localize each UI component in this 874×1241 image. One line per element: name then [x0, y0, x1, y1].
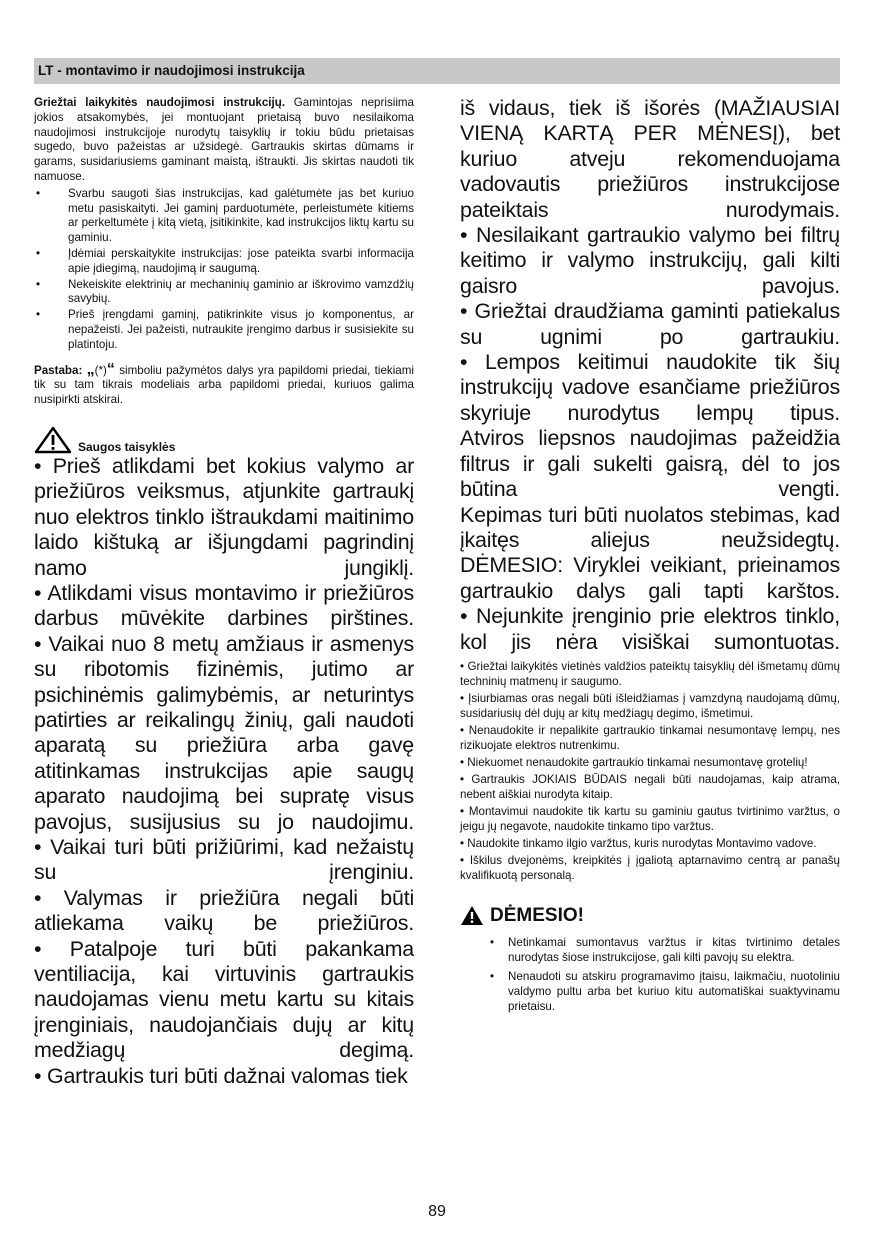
right-paragraph: • Lempos keitimui naudokite tik šių instrukcijų vadove esančiame priežiūros skyriuje nurodytus lempų tipus.	[460, 350, 840, 425]
right-column	[460, 96, 840, 1018]
attention-heading	[460, 905, 840, 927]
section-title: LT - montavimo ir naudojimosi instrukcija	[38, 63, 305, 78]
right-small-item: • Griežtai laikykitės vietinės valdžios pateiktų taisyklių dėl išmetamų dūmų techninių matmenų ir saugumo.	[460, 659, 840, 688]
intro-bold: Griežtai laikykitės naudojimosi instrukcijų.	[34, 96, 286, 109]
left-paragraph: • Gartraukis turi būti dažnai valomas tiek	[34, 1063, 408, 1088]
intro-text: Gamintojas neprisiima jokios atsakomybės, jei montuojant prietaisą buvo nesilaikoma naudojimosi instrukcijoje nurodytų taisyklių ir tokiu būdu prietaisas sugedo, buvo pažeistas ar užsidegė. Gartraukis skirtas dūmams ir garams, susidariusiems gaminant maistą, ištraukti. Jis skirtas naudoti tik namuose.	[34, 96, 414, 183]
right-paragraph: • Griežtai draudžiama gaminti patiekalus su ugnimi po gartraukiu.	[460, 299, 840, 349]
left-paragraph: • Vaikai nuo 8 metų amžiaus ir asmenys su ribotomis fizinėmis, jutimo ar psichinėmis galimybėmis, ar neturintys patirties ar reikalingų žinių, gali naudoti aparatą su priežiūra arba gavę atitinkamas instrukcijas apie saugų aparato naudojimą bei supratę visus pavojus, susijusius su jo naudojimu.	[34, 631, 414, 834]
list-item: • Svarbu saugoti šias instrukcijas, kad galėtumėte jas bet kuriuo metu pasiskaityti. Jei gaminį parduotumėte, perleistumėte kitiems ar perkeltumėte į kitą vietą, įsitikinkite, kad instrukcijos liktų kartu su gaminiu.	[34, 187, 414, 246]
page-number: 89	[428, 1203, 446, 1220]
right-small-item: • Gartraukis JOKIAIS BŪDAIS negali būti naudojamas, kaip atrama, nebent aiškiai nurodyta kitaip.	[460, 772, 840, 801]
right-paragraph: • Nesilaikant gartraukio valymo bei filtrų keitimo ir valymo instrukcijų, gali kilti gaisro pavojus.	[460, 223, 840, 298]
warning-triangle-filled-icon	[460, 905, 484, 926]
list-item: • Įdėmiai perskaitykite instrukcijas: jose pateikta svarbi informacija apie įdiegimą, naudojimą ir saugumą.	[34, 247, 414, 277]
safety-heading	[34, 426, 414, 454]
intro-list	[34, 187, 414, 353]
list-item: • Nekeiskite elektrinių ar mechaninių gaminio ar iškrovimo vamzdžių savybių.	[34, 278, 414, 308]
attention-list	[460, 935, 840, 1014]
right-small-item: • Įsiurbiamas oras negali būti išleidžiamas į vamzdyną naudojamą dūmų, susidariusių dėl dujų ar kitų medžiagų degimo, išmetimui.	[460, 691, 840, 720]
right-paragraph: • Nejunkite įrenginio prie elektros tinklo, kol jis nėra visiškai sumontuotas.	[460, 604, 840, 654]
attention-title: DĖMESIO!	[490, 904, 584, 926]
warning-triangle-icon	[34, 426, 72, 454]
list-item: • Nenaudoti su atskiru programavimo įtaisu, laikmačiu, nuotoliniu valdymo pultu arba bet kuriuo kitu automatiškai suaktyvinamu prietaisu.	[460, 969, 840, 1014]
list-item: • Prieš įrengdami gaminį, patikrinkite visus jo komponentus, ar nepažeisti. Jei pažeisti, nutraukite įrengimo darbus ir susisiekite su platintoju.	[34, 308, 414, 352]
right-paragraph: iš vidaus, tiek iš išorės (MAŽIAUSIAI VIENĄ KARTĄ PER MĖNESĮ), bet kuriuo atveju rekomenduojama vadovautis priežiūros instrukcijose pateiktais nurodymais.	[460, 96, 840, 222]
list-item: • Netinkamai sumontavus varžtus ir kitas tvirtinimo detales nurodytas šiose instrukcijose, gali kilti pavojų su elektra.	[460, 935, 840, 965]
right-paragraph: Atviros liepsnos naudojimas pažeidžia filtrus ir gali sukelti gaisrą, dėl to jos būtina vengti.	[460, 426, 840, 502]
left-paragraph: • Patalpoje turi būti pakankama ventiliacija, kai virtuvinis gartraukis naudojamas vienu metu kartu su kitais įrenginiais, naudojančiais dujų ar kitų medžiagų degimą.	[34, 936, 414, 1063]
right-small-item: • Nenaudokite ir nepalikite gartraukio tinkamai nesumontavę lempų, nes rizikuojate elektros nutrenkimu.	[460, 723, 840, 752]
right-small-item: • Iškilus dvejonėms, kreipkitės į įgaliotą aptarnavimo centrą ar panašų kvalifikuotą personalą.	[460, 853, 840, 882]
note-paragraph	[34, 360, 414, 408]
intro-paragraph	[34, 96, 414, 185]
left-paragraph: • Atlikdami visus montavimo ir priežiūros darbus mūvėkite darbines pirštines.	[34, 580, 414, 631]
left-paragraph: • Prieš atlikdami bet kokius valymo ar priežiūros veiksmus, atjunkite gartraukį nuo elektros tinklo ištraukdami maitinimo laido kištuką ar išjungdami pagrindinį namo jungiklį.	[34, 453, 414, 580]
left-paragraph: • Vaikai turi būti prižiūrimi, kad nežaistų su įrenginiu.	[34, 835, 414, 885]
safety-title: Saugos taisyklės	[78, 439, 176, 454]
right-small-item: • Montavimui naudokite tik kartu su gaminiu gautus tvirtinimo varžtus, o jeigu jų negavote, naudokite tinkamo tipo varžtus.	[460, 804, 840, 833]
note-symbol: (*)	[94, 363, 107, 377]
note-close-quote: “	[106, 360, 115, 378]
right-paragraph: DĖMESIO: Viryklei veikiant, prieinamos gartraukio dalys gali tapti karštos.	[460, 553, 840, 603]
right-paragraph: Kepimas turi būti nuolatos stebimas, kad įkaitęs aliejus neužsidegtų.	[460, 502, 840, 552]
right-small-item: • Niekuomet nenaudokite gartraukio tinkamai nesumontavę grotelių!	[460, 755, 808, 769]
left-column	[34, 96, 414, 1089]
note-open-quote: „	[86, 360, 95, 378]
note-label: Pastaba:	[34, 363, 83, 377]
section-header	[34, 58, 840, 84]
left-paragraph: • Valymas ir priežiūra negali būti atliekama vaikų be priežiūros.	[34, 885, 414, 936]
right-small-item: • Naudokite tinkamo ilgio varžtus, kuris nurodytas Montavimo vadove.	[460, 836, 817, 850]
note-text: simboliu pažymėtos dalys yra papildomi priedai, tiekiami tik su tam tikrais modeliais arba papildomi priedai, kuriuos galima nusipirkti atskirai.	[34, 363, 414, 407]
